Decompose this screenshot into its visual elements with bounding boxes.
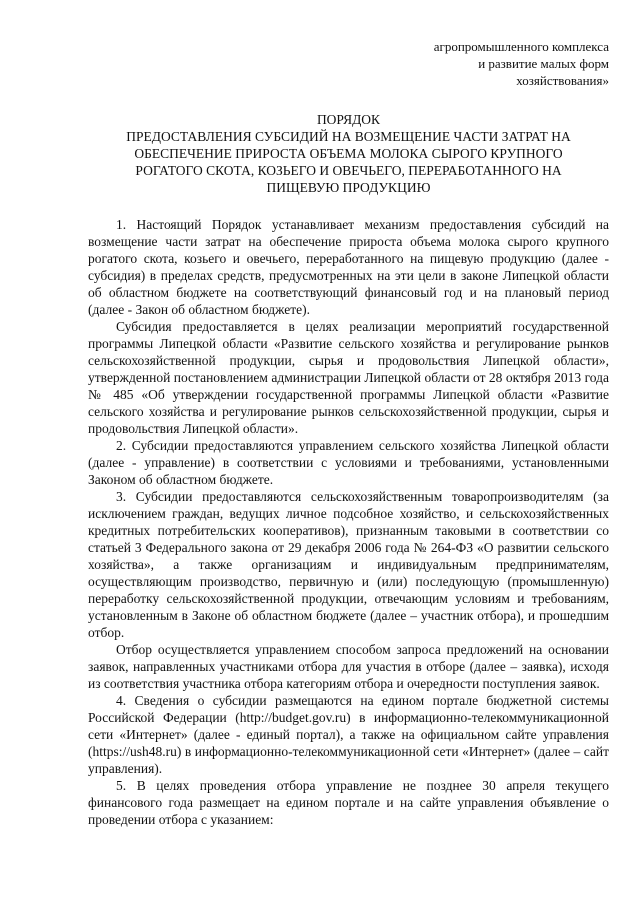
paragraph-2: 2. Субсидии предоставляются управлением сельского хозяйства Липецкой области (далее - управление) в соответствии с условиями и требованиями, установленными Законом об областном бюджете. xyxy=(88,438,609,487)
document-header xyxy=(88,38,609,89)
title-line: ПОРЯДОК xyxy=(316,112,381,127)
paragraph-1: 1. Настоящий Порядок устанавливает механизм предоставления субсидий на возмещение части затрат на обеспечение прироста объема молока сырого крупного рогатого скота, козьего и овечьего, переработанного на пищевую продукцию (далее - субсидия) в пределах средств, предусмотренных на эти цели в законе Липецкой области об областном бюджете на соответствующий финансовый год и на плановый период (далее - Закон об областном бюджете). xyxy=(88,217,609,317)
document-title xyxy=(88,111,609,196)
header-line: хозяйствования» xyxy=(516,73,609,88)
paragraph-5: 5. В целях проведения отбора управление не позднее 30 апреля текущего финансового года размещает на едином портале и на сайте управления объявление о проведении отбора с указанием: xyxy=(88,778,609,827)
title-line: ПИЩЕВУЮ ПРОДУКЦИЮ xyxy=(266,180,431,195)
title-line: РОГАТОГО СКОТА, КОЗЬЕГО И ОВЕЧЬЕГО, ПЕРЕРАБОТАННОГО НА xyxy=(135,163,562,178)
paragraph-selection: Отбор осуществляется управлением способом запроса предложений на основании заявок, направленных участниками отбора для участия в отборе (далее – заявка), исходя из соответствия участника отбора категориям отбора и очередности поступления заявок. xyxy=(88,642,609,691)
header-line: и развитие малых форм xyxy=(478,56,609,71)
header-line: агропромышленного комплекса xyxy=(433,39,609,54)
paragraph-4: 4. Сведения о субсидии размещаются на едином портале бюджетной системы Российской Федерации (http://budget.gov.ru) в информационно-телекоммуникационной сети «Интернет» (далее - единый портал), а также на официальном сайте управления (https://ush48.ru) в информационно-телекоммуникационной сети «Интернет» (далее – сайт управления). xyxy=(88,693,609,776)
paragraph-3: 3. Субсидии предоставляются сельскохозяйственным товаропроизводителям (за исключением граждан, ведущих личное подсобное хозяйство, и сельскохозяйственных кредитных потребительских кооперативов), признанным таковыми в соответствии со статьей 3 Федерального закона от 29 декабря 2006 года № 264-ФЗ «О развитии сельского хозяйства», а также организациям и индивидуальным предпринимателям, осуществляющим производство, первичную и (или) последующую (промышленную) переработку сельскохозяйственной продукции, отвечающим условиям и требованиям, установленным в Законе об областном бюджете (далее – участник отбора), и прошедшим отбор. xyxy=(88,489,609,640)
title-line: ПРЕДОСТАВЛЕНИЯ СУБСИДИЙ НА ВОЗМЕЩЕНИЕ ЧАСТИ ЗАТРАТ НА xyxy=(126,129,571,144)
paragraph-purpose: Субсидия предоставляется в целях реализации мероприятий государственной программы Липецкой области «Развитие сельского хозяйства и регулирование рынков сельскохозяйственной продукции, сырья и продовольствия Липецкой области», утвержденной постановлением администрации Липецкой области от 28 октября 2013 года № 485 «Об утверждении государственной программы Липецкой области «Развитие сельского хозяйства и регулирование рынков сельскохозяйственной продукции, сырья и продовольствия Липецкой области». xyxy=(88,319,609,436)
title-line: ОБЕСПЕЧЕНИЕ ПРИРОСТА ОБЪЕМА МОЛОКА СЫРОГО КРУПНОГО xyxy=(134,146,563,161)
document-body xyxy=(88,216,609,828)
